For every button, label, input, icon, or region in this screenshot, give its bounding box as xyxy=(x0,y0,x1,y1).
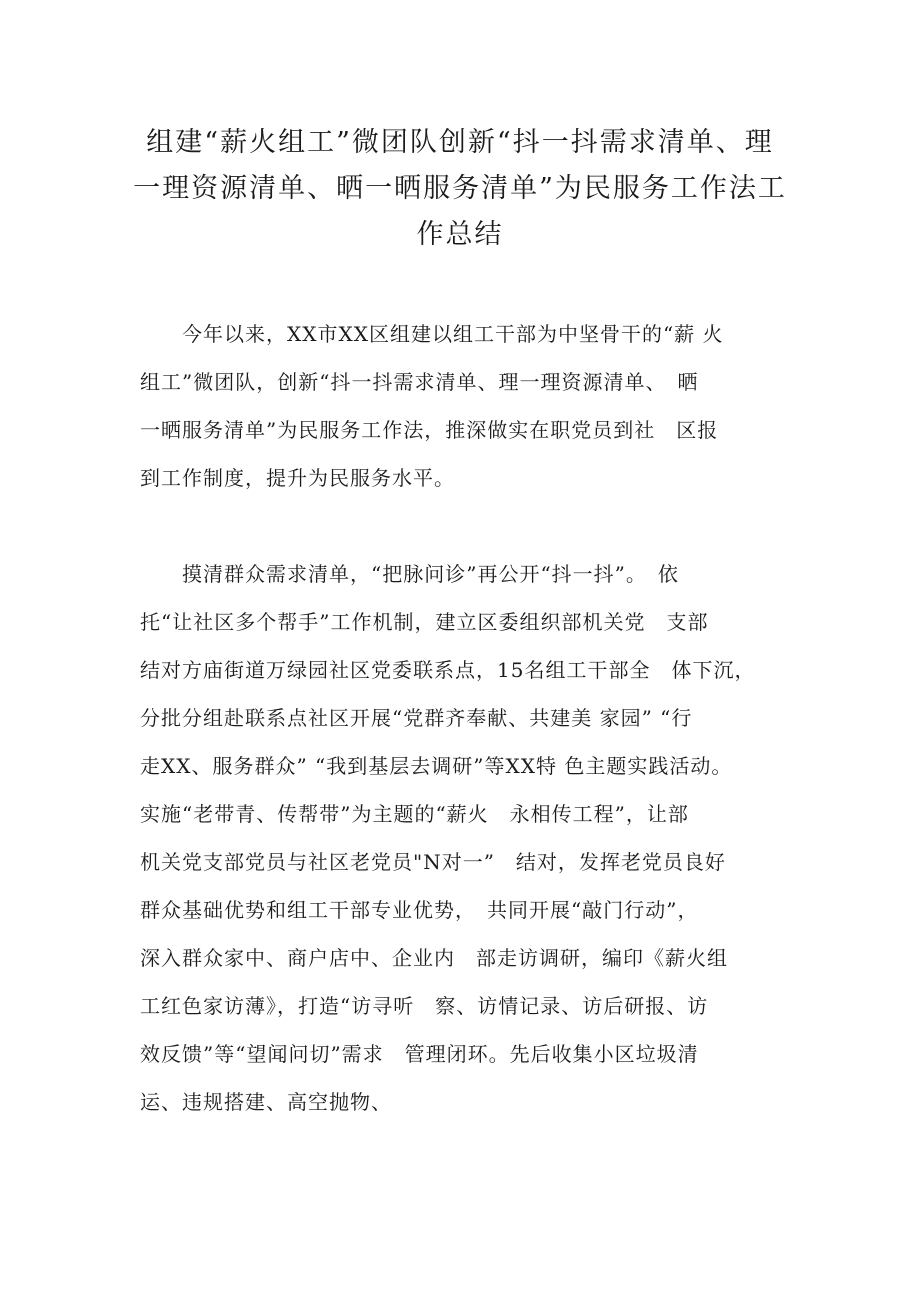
paragraph-line: 摸清群众需求清单，“把脉问诊”再公开“抖一抖”。 依 xyxy=(140,562,679,586)
paragraph-line: 运、违规搭建、高空抛物、 xyxy=(140,1090,392,1114)
paragraph-line: 深入群众家中、商户店中、企业内 部走访调研，编印《薪火组 xyxy=(140,946,728,970)
paragraph-line: 工红色家访薄》，打造“访寻听 察、访情记录、访后研报、访 xyxy=(140,994,709,1018)
paragraph-line: 机关党支部党员与社区老党员"N对一” 结对，发挥老党员良好 xyxy=(140,850,726,874)
paragraph-line: 组工”微团队，创新“抖一抖需求清单、理一理资源清单、 晒 xyxy=(140,370,699,394)
document-title xyxy=(120,120,800,258)
paragraph-line: 结对方庙街道万绿园社区党委联系点，15名组工干部全 体下沉， xyxy=(140,658,756,682)
paragraph-line: 分批分组赴联系点社区开展“党群齐奉献、共建美 家园” “行 xyxy=(140,706,693,730)
title-line: 一理资源清单、晒一晒服务清单”为民服务工作法工 xyxy=(133,173,787,204)
paragraph-line: 一晒服务清单”为民服务工作法，推深做实在职党员到社 区报 xyxy=(140,418,719,442)
paragraph-line: 今年以来，XX市XX区组建以组工干部为中坚骨干的“薪 火 xyxy=(140,322,724,346)
paragraph-line: 走XX、服务群众” “我到基层去调研”等XX特 色主题实践活动。 xyxy=(140,754,733,778)
title-line: 作总结 xyxy=(416,219,504,250)
title-line: 组建“薪火组工”微团队创新“抖一抖需求清单、理 xyxy=(146,127,774,158)
paragraph-intro xyxy=(140,310,790,502)
paragraph-demand-list xyxy=(140,550,790,1126)
paragraph-line: 托“让社区多个帮手”工作机制，建立区委组织部机关党 支部 xyxy=(140,610,709,634)
paragraph-line: 实施“老带青、传帮带”为主题的“薪火 永相传工程”，让部 xyxy=(140,802,689,826)
paragraph-line: 群众基础优势和组工干部专业优势， 共同开展“敲门行动”， xyxy=(140,898,699,922)
paragraph-line: 效反馈”等“望闻问切”需求 管理闭环。先后收集小区垃圾清 xyxy=(140,1042,699,1066)
paragraph-line: 到工作制度，提升为民服务水平。 xyxy=(140,466,455,490)
